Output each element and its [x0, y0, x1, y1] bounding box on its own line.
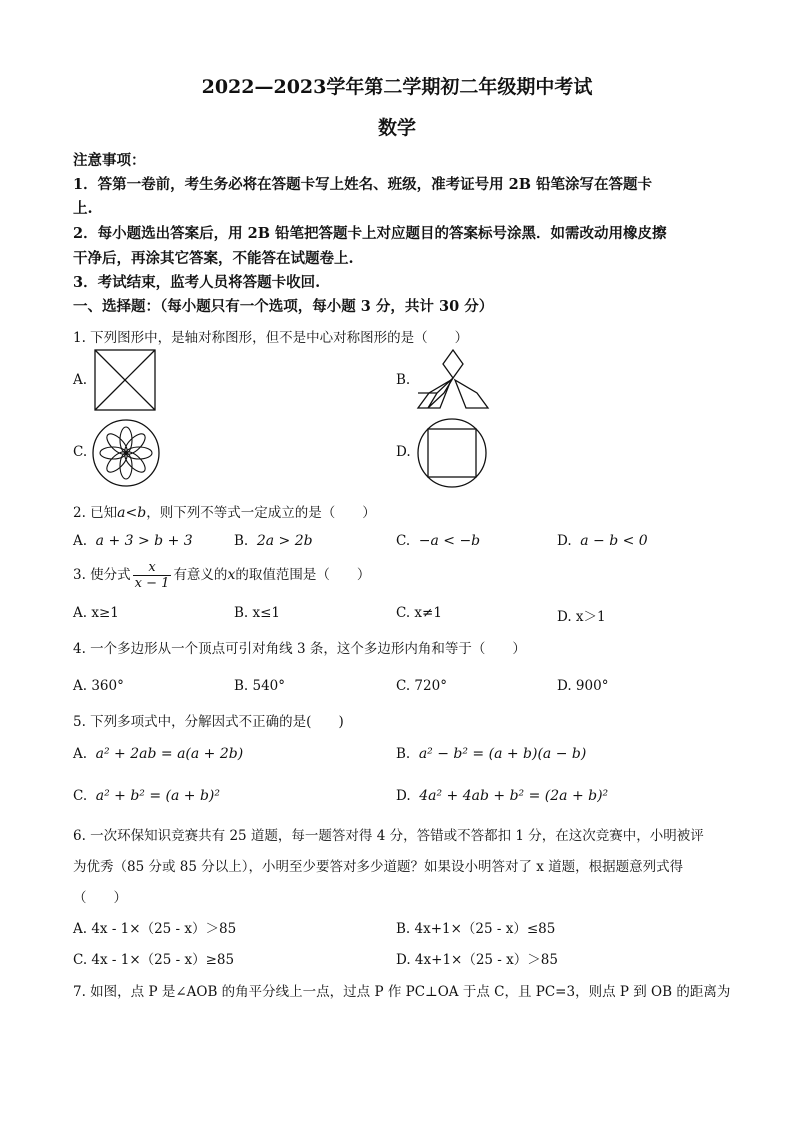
q6-line-2: 为优秀（85 分或 85 分以上），小明至少要答对多少道题？如果设小明答对了 x 道题，根据题意列式得 [73, 859, 684, 875]
q7-line-1: 7. 如图，点 P 是∠AOB 的角平分线上一点，过点 P 作 PC⊥OA 于点 C，且 PC=3，则点 P 到 OB 的距离为 [73, 984, 731, 1000]
section-1-heading: 一、选择题：（每小题只有一个选项，每小题 3 分，共计 30 分） [73, 298, 494, 315]
note-1-line-1: 1．答第一卷前，考生务必将在答题卡写上姓名、班级，准考证号用 2B 铅笔涂写在答题卡 [73, 176, 653, 193]
q4-option-c: C. 720° [396, 678, 447, 694]
q6-option-a: A. 4x - 1×（25 - x）＞85 [73, 921, 237, 937]
q2-option-c: C. −a < −b [396, 533, 481, 549]
q5-option-b: B. a² − b² = (a + b)(a − b) [396, 746, 587, 762]
q1-figure-c-flower-circle [91, 418, 161, 488]
note-1-line-2: 上. [73, 200, 93, 217]
note-2-line-1: 2．每小题选出答案后，用 2B 铅笔把答题卡上对应题目的答案标号涂黑．如需改动用橡皮擦 [73, 225, 667, 242]
q4-option-d: D. 900° [557, 678, 609, 694]
q5-option-d: D. 4a² + 4ab + b² = (2a + b)² [396, 788, 609, 804]
q3-option-c: C. x≠1 [396, 605, 442, 621]
q1-figure-d-square-in-circle [416, 417, 488, 489]
q2-condition: a<b [117, 505, 147, 521]
q3-stem: 3. 使分式 $\frac{x}{x - 1}$ 有意义的x的取值范围是（ ） [73, 560, 371, 591]
q2-option-d: D. a − b < 0 [557, 533, 648, 549]
q1-option-b-label: B. [396, 372, 411, 388]
exam-subject: 数学 [377, 117, 416, 139]
q6-option-c: C. 4x - 1×（25 - x）≥85 [73, 952, 235, 968]
q2-option-a: A. a + 3 > b + 3 [73, 533, 193, 549]
q1-option-d-label: D. [396, 444, 411, 460]
q5-option-c: C. a² + b² = (a + b)² [73, 788, 221, 804]
note-2-line-2: 干净后，再涂其它答案，不能答在试题卷上. [73, 250, 354, 267]
q1-figure-a-square-with-diagonals [94, 349, 156, 411]
q4-option-a: A. 360° [73, 678, 124, 694]
note-3: 3．考试结束，监考人员将答题卡收回. [73, 274, 321, 291]
exam-title: 2022—2023学年第二学期初二年级期中考试 [201, 76, 593, 98]
q6-line-3: （ ） [73, 890, 127, 906]
q3-option-a: A. x≥1 [73, 605, 119, 621]
q1-stem: 1. 下列图形中，是轴对称图形，但不是中心对称图形的是（ ） [73, 330, 469, 346]
q2-option-b: B. 2a > 2b [234, 533, 313, 549]
q3-option-b: B. x≤1 [234, 605, 281, 621]
q3-fraction: $\frac{x}{x - 1}$ [134, 560, 170, 591]
q4-option-b: B. 540° [234, 678, 286, 694]
q6-option-b: B. 4x+1×（25 - x）≤85 [396, 921, 556, 937]
q6-option-d: D. 4x+1×（25 - x）＞85 [396, 952, 558, 968]
q6-line-1: 6. 一次环保知识竞赛共有 25 道题，每一题答对得 4 分，答错或不答都扣 1 分，在这次竞赛中，小明被评 [73, 828, 704, 844]
notes-heading: 注意事项： [73, 152, 146, 169]
q2-stem: 2. 已知a<b，则下列不等式一定成立的是（ ） [73, 505, 376, 521]
q1-option-c-label: C. [73, 444, 88, 460]
q4-stem: 4. 一个多边形从一个顶点可引对角线 3 条，这个多边形内角和等于（ ） [73, 641, 526, 657]
q1-figure-b-three-rhombi [417, 349, 489, 409]
q5-option-a: A. a² + 2ab = a(a + 2b) [73, 746, 244, 762]
q3-option-d: D. x＞1 [557, 609, 606, 625]
q1-option-a-label: A. [73, 372, 88, 388]
q5-stem: 5. 下列多项式中，分解因式不正确的是( ) [73, 714, 344, 730]
